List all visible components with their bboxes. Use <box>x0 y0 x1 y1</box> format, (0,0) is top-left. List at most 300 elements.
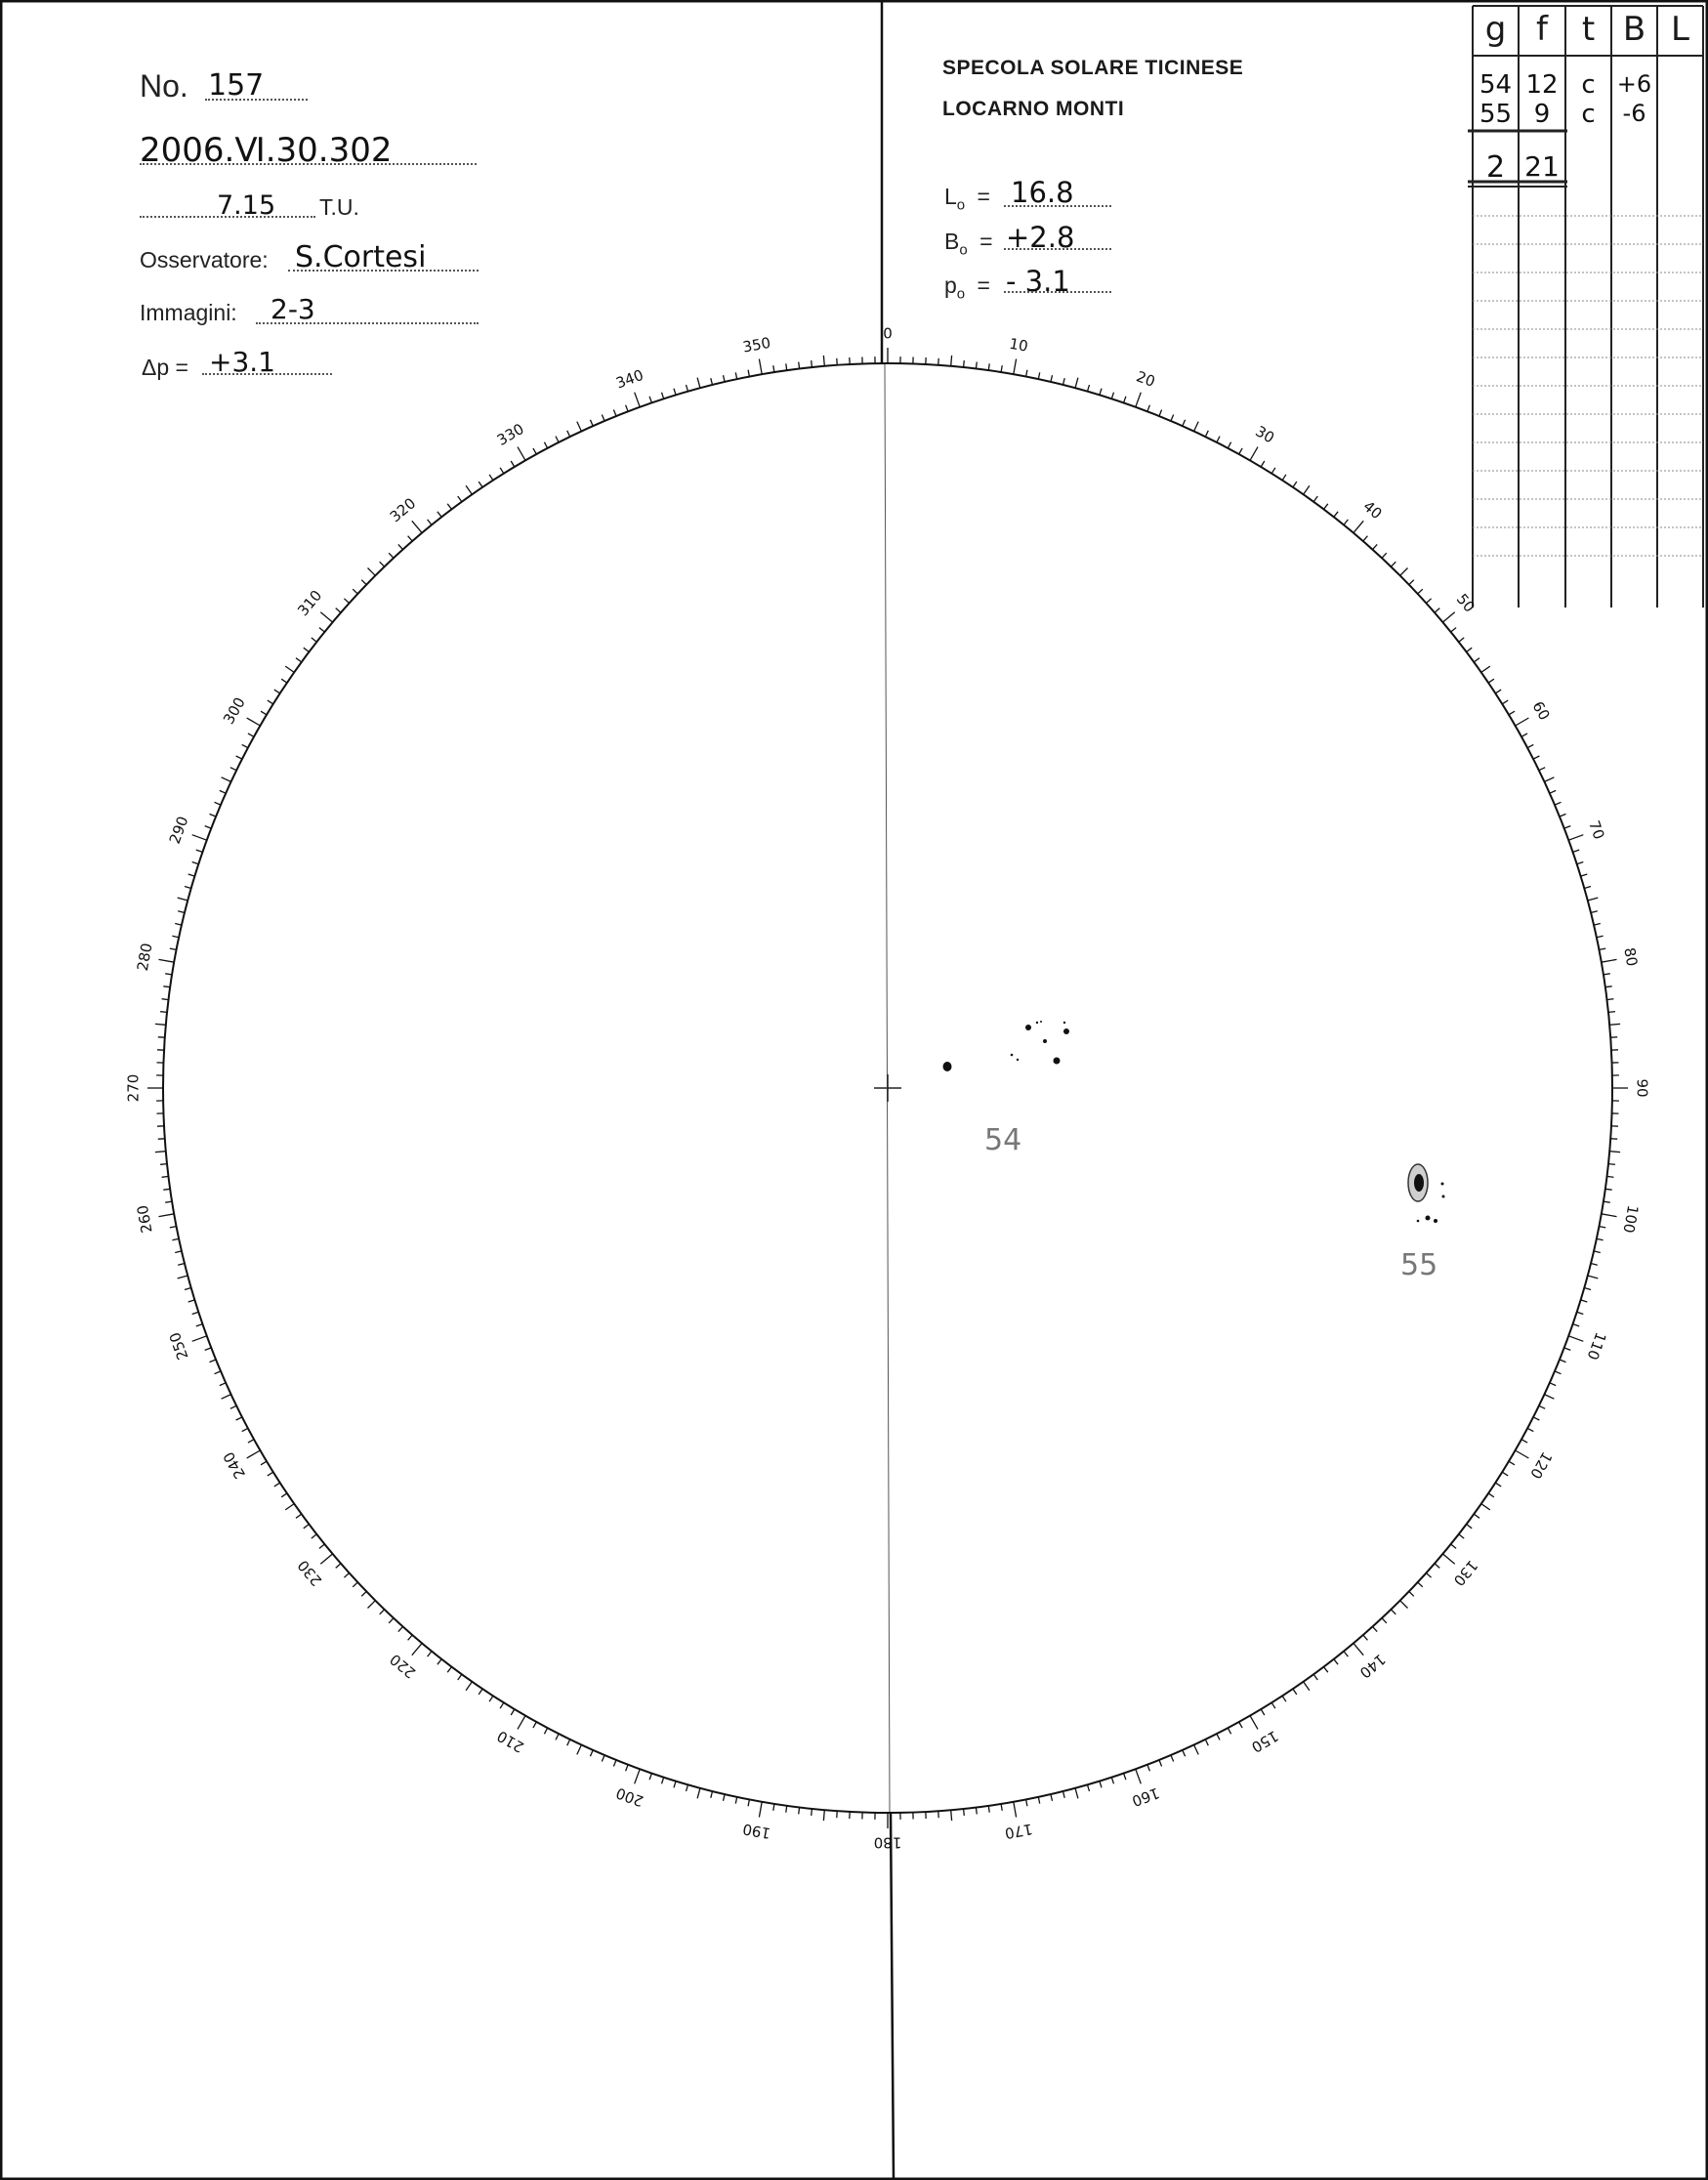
table-row-1-g: 54 <box>1479 70 1513 100</box>
limb-tick <box>165 1201 172 1202</box>
limb-tick <box>1442 612 1454 622</box>
table-grid <box>1468 6 1703 608</box>
limb-tick <box>1293 482 1297 487</box>
images-label: Immagini: <box>140 300 237 325</box>
limb-tick <box>988 363 989 370</box>
limb-tick <box>759 359 762 375</box>
limb-tick <box>1282 1696 1286 1701</box>
limb-tick <box>1451 628 1457 632</box>
limb-tick <box>361 1591 366 1596</box>
limb-tick <box>1373 544 1378 549</box>
limb-tick <box>1382 553 1387 558</box>
limb-tick <box>247 1450 261 1458</box>
limb-tick <box>1194 1745 1199 1755</box>
limb-tick <box>389 1618 394 1623</box>
limb-tick <box>336 1564 341 1569</box>
p0-subscript: o <box>956 285 966 303</box>
limb-tick <box>1527 744 1533 747</box>
limb-tick <box>1418 1582 1423 1587</box>
limb-tick <box>1516 718 1529 726</box>
limb-tick <box>823 356 824 366</box>
table-row-2-g: 55 <box>1479 100 1513 129</box>
limb-tick <box>687 1784 688 1791</box>
limb-tick <box>489 1696 493 1701</box>
limb-tick <box>951 356 952 366</box>
limb-tick-label-30: 30 <box>1252 422 1278 447</box>
limb-tick <box>159 959 175 962</box>
spot-54-b <box>1025 1025 1031 1030</box>
limb-tick <box>1344 1652 1348 1657</box>
date-value: 2006.Ⅵ.30.302 <box>140 131 393 170</box>
limb-tick <box>577 422 582 432</box>
limb-tick <box>1545 777 1555 782</box>
limb-tick <box>1159 410 1162 417</box>
limb-tick-label-300: 300 <box>220 693 249 728</box>
limb-tick <box>748 1799 749 1806</box>
limb-tick-label-310: 310 <box>294 586 326 620</box>
limb-tick <box>724 1794 726 1801</box>
limb-tick <box>1261 461 1265 467</box>
limb-tick <box>649 397 651 403</box>
limb-tick <box>1014 359 1017 375</box>
table-total-f: 21 <box>1524 150 1560 183</box>
limb-tick <box>511 1709 515 1715</box>
table-row-1-b: +6 <box>1616 70 1652 98</box>
spot-55-b <box>1441 1183 1444 1186</box>
limb-tick <box>1577 862 1584 864</box>
sunspot-group-54 <box>943 1021 1070 1071</box>
limb-tick <box>567 431 570 437</box>
limb-tick <box>674 389 676 396</box>
limb-tick <box>1573 850 1580 852</box>
limb-tick-label-190: 190 <box>741 1820 772 1843</box>
limb-tick <box>1474 658 1479 662</box>
limb-tick <box>1545 1395 1555 1400</box>
limb-tick <box>518 1716 525 1730</box>
limb-tick <box>1597 1238 1604 1239</box>
limb-tick-label-170: 170 <box>1003 1820 1034 1843</box>
limb-tick <box>220 790 226 793</box>
table-total-g: 2 <box>1485 150 1506 185</box>
limb-tick <box>353 589 357 594</box>
limb-tick <box>163 986 170 987</box>
limb-tick <box>735 1797 736 1804</box>
limb-tick <box>1488 679 1494 683</box>
limb-tick <box>319 628 325 632</box>
limb-tick <box>1608 1012 1615 1013</box>
limb-tick <box>1400 1601 1408 1609</box>
limb-tick-label-50: 50 <box>1452 590 1479 616</box>
limb-tick <box>172 936 179 937</box>
limb-tick <box>662 393 664 399</box>
limb-tick <box>976 1808 977 1815</box>
limb-tick <box>458 496 462 502</box>
limb-tick <box>210 1360 217 1362</box>
limb-tick <box>1205 431 1208 437</box>
limb-tick <box>635 393 641 407</box>
limb-tick <box>1124 1774 1126 1781</box>
limb-tick <box>296 1514 302 1518</box>
limb-tick <box>1527 1428 1533 1431</box>
limb-tick <box>1555 802 1562 805</box>
limb-tick <box>230 768 236 771</box>
limb-tick <box>458 1674 462 1680</box>
limb-tick <box>178 1276 188 1279</box>
limb-tick <box>1602 959 1617 962</box>
limb-tick <box>368 568 376 576</box>
l0-subscript: o <box>956 196 966 214</box>
limb-tick <box>1382 1618 1387 1623</box>
limb-tick <box>437 1659 441 1665</box>
limb-tick <box>602 1755 604 1762</box>
limb-tick <box>412 1643 422 1655</box>
limb-tick <box>1026 1799 1027 1806</box>
limb-tick <box>1509 1461 1515 1465</box>
limb-tick <box>222 777 231 782</box>
spot-54-f <box>1011 1054 1014 1057</box>
limb-tick <box>304 648 310 651</box>
table-header-t: t <box>1581 10 1596 49</box>
limb-tick-label-40: 40 <box>1359 497 1386 524</box>
limb-tick <box>799 362 800 369</box>
limb-tick-label-10: 10 <box>1008 334 1030 356</box>
limb-tick <box>1481 1504 1490 1510</box>
limb-tick <box>1577 1312 1584 1314</box>
spot-55-f <box>1417 1220 1420 1223</box>
limb-tick-label-140: 140 <box>1355 1650 1390 1682</box>
limb-tick <box>711 1791 713 1798</box>
limb-tick <box>626 405 629 412</box>
limb-tick <box>735 372 736 379</box>
limb-tick-label-290: 290 <box>165 814 192 847</box>
limb-tick <box>1581 874 1588 876</box>
limb-tick-label-90: 90 <box>1633 1078 1651 1098</box>
limb-tick <box>196 1324 203 1326</box>
limb-tick <box>556 437 559 442</box>
limb-tick <box>544 442 547 448</box>
p0-label: p <box>944 272 957 298</box>
limb-tick <box>1474 1514 1479 1518</box>
limb-tick <box>170 948 177 949</box>
limb-tick <box>613 410 616 417</box>
spot-54-j <box>1040 1021 1042 1023</box>
limb-tick <box>1334 512 1338 518</box>
limb-tick <box>192 835 207 841</box>
limb-tick <box>556 1734 559 1740</box>
limb-tick <box>1426 1573 1431 1578</box>
limb-tick <box>1481 666 1490 672</box>
limb-tick <box>1605 986 1612 987</box>
limb-tick <box>220 1383 226 1386</box>
limb-tick-label-70: 70 <box>1585 818 1608 842</box>
spot-54-i <box>1063 1022 1065 1024</box>
limb-tick <box>976 362 977 369</box>
limb-tick <box>205 1348 212 1351</box>
limb-tick <box>1001 365 1002 372</box>
limb-tick <box>319 1544 325 1548</box>
limb-tick <box>1171 1755 1174 1762</box>
limb-tick <box>196 850 203 852</box>
limb-tick <box>1609 1152 1620 1153</box>
spot-54-c <box>1063 1028 1069 1034</box>
spot-55-c <box>1442 1195 1445 1198</box>
limb-tick <box>1560 1360 1566 1362</box>
limb-tick <box>336 608 341 613</box>
limb-tick <box>1568 1336 1583 1342</box>
limb-tick <box>1502 700 1508 704</box>
table-dotted-rows <box>1473 216 1703 556</box>
limb-tick-label-0: 0 <box>883 324 893 343</box>
limb-tick <box>1594 1251 1601 1253</box>
limb-tick <box>1051 375 1053 382</box>
limb-tick <box>1194 422 1199 432</box>
limb-tick <box>1217 1734 1220 1740</box>
limb-tick <box>1607 999 1614 1000</box>
time-unit: T.U. <box>319 194 359 220</box>
limb-tick <box>437 512 441 518</box>
observer-label: Osservatore: <box>140 247 269 272</box>
limb-tick <box>662 1778 664 1784</box>
limb-tick <box>160 1012 167 1013</box>
limb-tick <box>1521 1440 1527 1443</box>
limb-tick <box>1602 1214 1617 1217</box>
group-label-55: 55 <box>1400 1248 1438 1282</box>
limb-tick <box>1608 1164 1615 1165</box>
limb-tick <box>1426 599 1431 604</box>
limb-tick <box>175 924 182 926</box>
limb-tick <box>1609 1024 1620 1025</box>
limb-tick <box>1594 924 1601 926</box>
limb-tick <box>1171 415 1174 422</box>
limb-tick <box>1239 1722 1242 1728</box>
limb-tick-label-340: 340 <box>613 365 646 393</box>
limb-tick <box>248 734 254 736</box>
limb-tick <box>268 700 273 704</box>
limb-tick-label-130: 130 <box>1449 1556 1481 1590</box>
limb-tick <box>188 1300 195 1302</box>
limb-tick <box>274 690 280 693</box>
limb-tick <box>1495 1483 1501 1487</box>
limb-tick <box>1334 1659 1338 1665</box>
limb-tick <box>1581 1300 1588 1302</box>
limb-tick <box>380 562 385 566</box>
spot-54-g <box>1017 1059 1019 1061</box>
limb-tick <box>951 1810 952 1821</box>
limb-tick <box>281 679 287 683</box>
limb-tick-label-220: 220 <box>386 1650 420 1682</box>
limb-tick <box>602 415 604 422</box>
spot-54-e <box>1054 1058 1061 1065</box>
table-row-2-b: -6 <box>1622 100 1646 127</box>
limb-tick <box>1467 1525 1473 1529</box>
limb-tick <box>165 974 172 975</box>
delta-p-label: Δp = <box>142 355 188 380</box>
limb-tick-label-110: 110 <box>1583 1329 1610 1362</box>
limb-tick <box>1400 568 1408 576</box>
l0-value: 16.8 <box>1011 176 1074 209</box>
limb-tick <box>1539 768 1545 771</box>
b0-value: +2.8 <box>1006 221 1075 254</box>
limb-tick <box>1063 1791 1065 1798</box>
limb-tick <box>285 666 294 672</box>
limb-tick <box>344 1573 349 1578</box>
table-header-f: f <box>1536 10 1548 49</box>
limb-tick <box>398 1626 403 1631</box>
limb-tick <box>1605 1189 1612 1190</box>
limb-tick <box>192 1336 207 1342</box>
limb-tick <box>500 1702 504 1708</box>
limb-tick <box>1038 1797 1039 1804</box>
limb-tick <box>268 1472 273 1476</box>
images-value: 2-3 <box>271 293 315 325</box>
limb-tick <box>1313 496 1317 502</box>
limb-tick <box>1228 1728 1230 1734</box>
limb-tick <box>1183 420 1186 426</box>
limb-tick <box>398 544 403 549</box>
limb-tick <box>1001 1804 1002 1811</box>
limb-tick <box>215 1371 222 1374</box>
limb-tick <box>1111 393 1113 399</box>
limb-tick <box>312 1534 317 1538</box>
limb-tick <box>479 482 482 487</box>
limb-tick-label-260: 260 <box>133 1203 156 1235</box>
limb-tick <box>567 1740 570 1745</box>
limb-tick <box>1591 911 1598 913</box>
limb-tick <box>1354 521 1363 532</box>
limb-tick <box>799 1808 800 1815</box>
limb-tick <box>773 365 774 372</box>
limb-tick-label-230: 230 <box>294 1556 326 1590</box>
limb-tick <box>1550 790 1556 793</box>
limb-tick <box>1324 504 1328 510</box>
limb-tick <box>163 1189 170 1190</box>
observer-value: S.Cortesi <box>295 240 427 274</box>
limb-tick <box>1451 1544 1457 1548</box>
limb-tick <box>188 874 195 876</box>
limb-tick <box>1391 1610 1396 1614</box>
limb-tick <box>1418 589 1423 594</box>
limb-tick <box>1435 608 1439 613</box>
limb-tick <box>1533 1417 1539 1420</box>
limb-tick <box>236 756 242 759</box>
group-label-54: 54 <box>984 1123 1022 1157</box>
limb-tick <box>1088 1784 1090 1791</box>
limb-tick-label-350: 350 <box>741 333 772 356</box>
limb-tick <box>1205 1740 1208 1745</box>
limb-tick <box>447 1667 451 1673</box>
limb-tick <box>590 1750 593 1756</box>
limb-tick <box>1391 562 1396 566</box>
limb-tick-label-210: 210 <box>493 1727 527 1756</box>
limb-tick <box>786 1806 787 1813</box>
limb-tick <box>408 1635 413 1640</box>
limb-tick <box>1435 1564 1439 1569</box>
limb-tick <box>1588 1276 1599 1279</box>
limb-tick <box>178 898 188 901</box>
limb-tick <box>1313 1674 1317 1680</box>
table-header-b: B <box>1622 10 1646 49</box>
limb-tick <box>1539 1405 1545 1408</box>
limb-tick <box>1100 389 1102 396</box>
limb-tick <box>447 504 451 510</box>
observatory-name-line2: LOCARNO MONTI <box>942 98 1125 120</box>
limb-tick <box>1442 1554 1454 1564</box>
limb-tick <box>479 1689 482 1695</box>
limb-tick <box>1591 1264 1598 1266</box>
limb-tick <box>1584 887 1591 889</box>
limb-tick <box>1217 437 1220 442</box>
limb-tick-label-240: 240 <box>220 1448 249 1483</box>
spot-54-d <box>1043 1039 1047 1043</box>
limb-tick <box>964 360 965 367</box>
limb-tick <box>361 580 366 585</box>
limb-tick <box>1564 1348 1571 1351</box>
limb-tick <box>518 447 525 461</box>
limb-tick <box>1136 1769 1142 1783</box>
limb-tick <box>533 1722 536 1728</box>
limb-tick <box>162 999 169 1000</box>
limb-tick <box>230 1405 236 1408</box>
limb-tick <box>823 1810 824 1821</box>
limb-tick <box>1555 1371 1562 1374</box>
limb-tick <box>1363 536 1368 541</box>
limb-tick-label-270: 270 <box>124 1073 143 1103</box>
limb-tick <box>1521 734 1527 736</box>
limb-tick <box>1075 1788 1078 1799</box>
limb-tick <box>155 1152 166 1153</box>
l0-label: L <box>944 184 957 209</box>
number-value: 157 <box>208 68 265 103</box>
limb-tick <box>192 1312 199 1314</box>
limb-tick <box>344 599 349 604</box>
limb-tick <box>1063 378 1065 385</box>
limb-tick <box>511 461 515 467</box>
limb-tick <box>1282 475 1286 481</box>
limb-tick <box>1111 1778 1113 1784</box>
limb-tick <box>162 1176 169 1177</box>
limb-tick <box>1271 1702 1275 1708</box>
limb-tick <box>1038 372 1039 379</box>
limb-tick <box>296 658 302 662</box>
limb-tick <box>281 1493 287 1497</box>
limb-tick <box>1250 1716 1258 1730</box>
limb-tick <box>1293 1689 1297 1695</box>
limb-tick <box>380 1610 385 1614</box>
limb-tick <box>236 1417 242 1420</box>
sunspot-group-55 <box>1408 1164 1445 1223</box>
limb-tick <box>697 378 700 389</box>
limb-tick <box>261 711 267 715</box>
limb-tick <box>1607 1176 1614 1177</box>
limb-tick <box>1560 814 1566 817</box>
limb-tick-label-160: 160 <box>1129 1783 1162 1811</box>
limb-tick <box>786 363 787 370</box>
limb-tick <box>1502 1472 1508 1476</box>
limb-tick <box>590 420 593 426</box>
table-row-1-t: c <box>1581 70 1596 100</box>
limb-tick <box>711 378 713 385</box>
limb-tick-label-320: 320 <box>386 494 420 526</box>
axis-bottom-thick <box>891 1813 894 2180</box>
p0-equals: = <box>977 272 990 298</box>
limb-tick-label-280: 280 <box>133 942 156 973</box>
limb-tick <box>1026 370 1027 377</box>
limb-tick <box>748 370 749 377</box>
limb-tick <box>1588 898 1599 901</box>
limb-tick <box>215 802 222 805</box>
b0-subscript: o <box>959 241 968 259</box>
limb-tick-label-80: 80 <box>1620 945 1642 968</box>
